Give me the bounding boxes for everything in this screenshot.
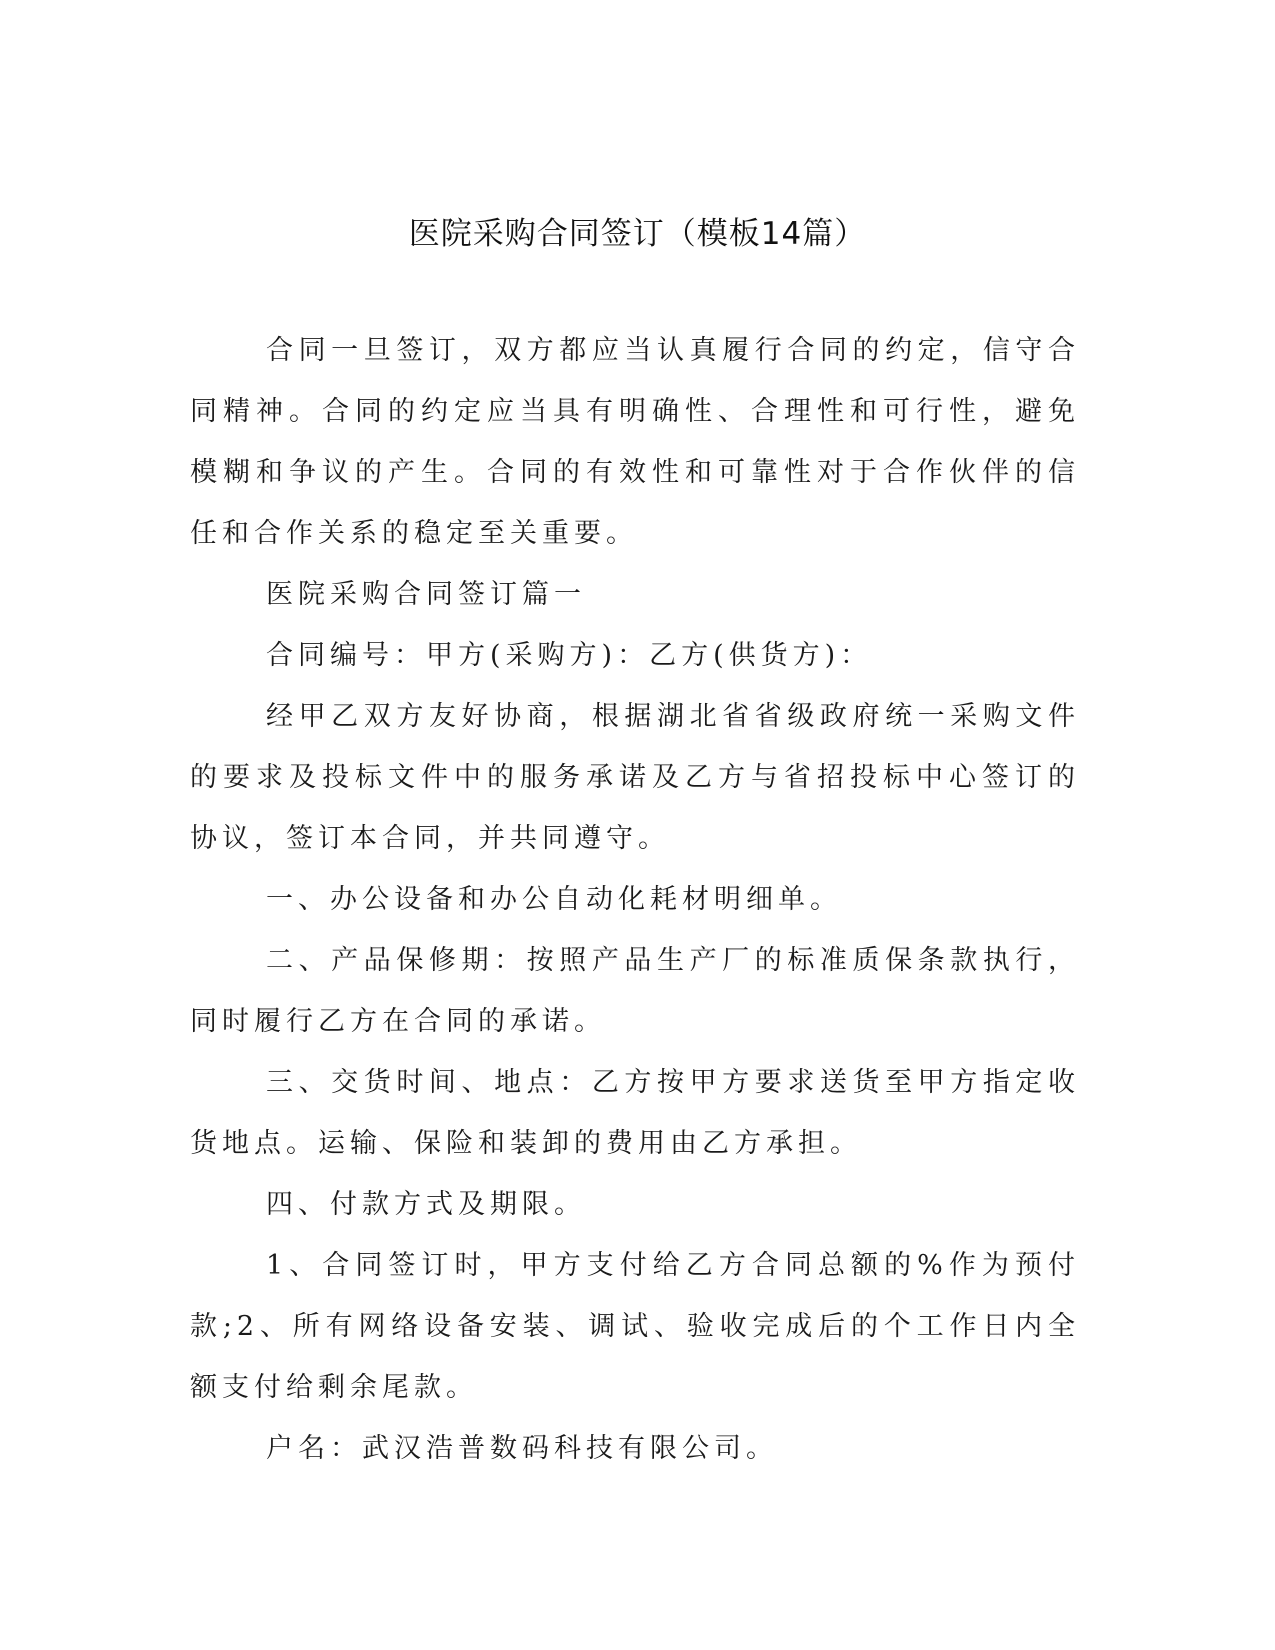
document-body xyxy=(190,320,1080,1479)
contract-number-line: 合同编号：甲方(采购方)：乙方(供货方)： xyxy=(266,640,873,671)
document-title: 医院采购合同签订（模板14篇） xyxy=(408,216,867,252)
clause-four: 四、付款方式及期限。 xyxy=(266,1189,586,1220)
clause-two: 二、产品保修期：按照产品生产厂的标准质保条款执行，同时履行乙方在合同的承诺。 xyxy=(190,945,1080,1037)
account-name: 户名：武汉浩普数码科技有限公司。 xyxy=(266,1433,778,1464)
clause-one: 一、办公设备和办公自动化耗材明细单。 xyxy=(266,884,842,915)
payment-terms: 1、合同签订时，甲方支付给乙方合同总额的%作为预付款;2、所有网络设备安装、调试、验收完成后的个工作日内全额支付给剩余尾款。 xyxy=(190,1250,1080,1403)
clause-three: 三、交货时间、地点：乙方按甲方要求送货至甲方指定收货地点。运输、保险和装卸的费用由乙方承担。 xyxy=(190,1067,1080,1159)
agreement-paragraph: 经甲乙双方友好协商，根据湖北省省级政府统一采购文件的要求及投标文件中的服务承诺及乙方与省招投标中心签订的协议，签订本合同，并共同遵守。 xyxy=(190,701,1080,854)
intro-paragraph: 合同一旦签订，双方都应当认真履行合同的约定，信守合同精神。合同的约定应当具有明确性、合理性和可行性，避免模糊和争议的产生。合同的有效性和可靠性对于合作伙伴的信任和合作关系的稳定至关重要。 xyxy=(190,335,1080,549)
section-heading: 医院采购合同签订篇一 xyxy=(266,579,586,610)
